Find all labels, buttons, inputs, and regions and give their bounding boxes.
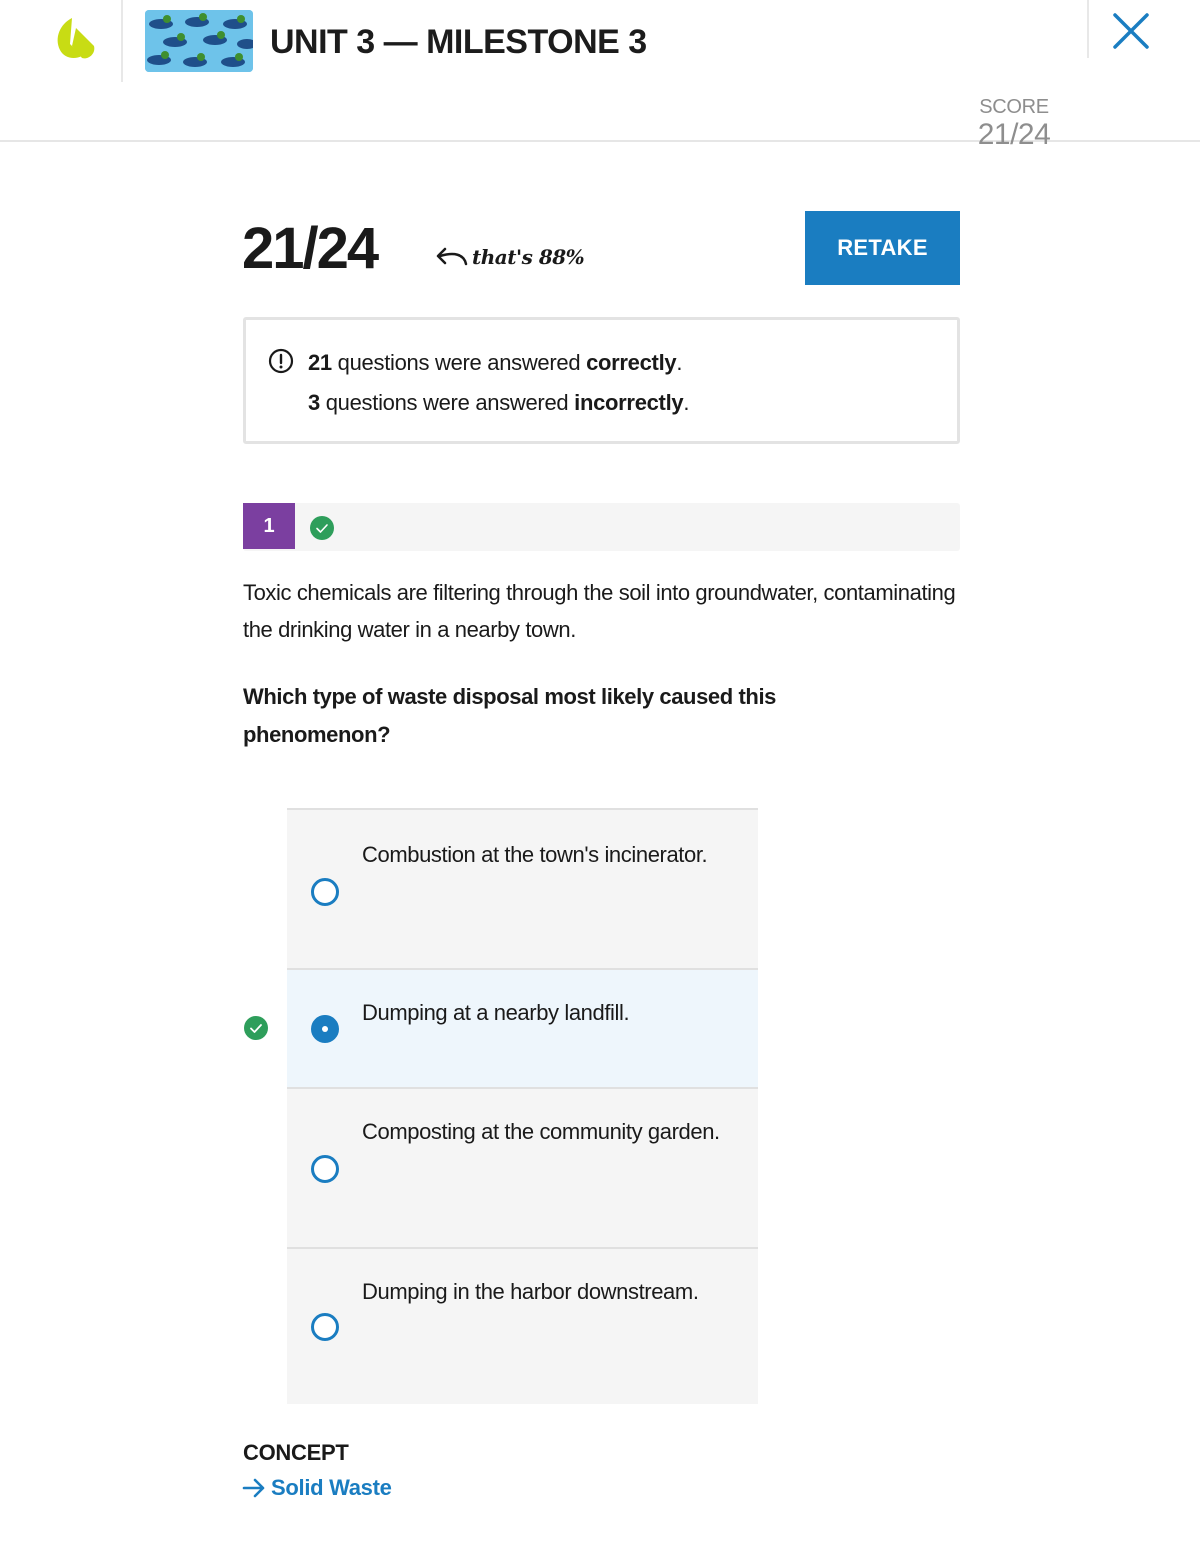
radio-button[interactable] <box>311 1313 339 1341</box>
concept-label: CONCEPT <box>243 1440 349 1465</box>
info-icon <box>268 348 294 374</box>
answer-options <box>287 808 758 1404</box>
header-divider <box>121 0 123 82</box>
correct-answer-check-icon <box>243 1015 269 1041</box>
course-thumbnail <box>145 10 253 72</box>
answer-option[interactable] <box>287 808 758 968</box>
correct-summary: 21 questions were answered correctly. <box>308 350 683 375</box>
score-label: SCORE <box>979 96 1049 118</box>
answer-option-label: Dumping in the harbor downstream. <box>362 1279 699 1304</box>
question-number: 1 <box>243 503 295 549</box>
concept-link[interactable] <box>241 1475 392 1501</box>
answer-option-label: Composting at the community garden. <box>362 1119 720 1144</box>
summary-box <box>243 317 960 444</box>
percent-text: that's 88% <box>472 245 585 269</box>
answer-option-label: Dumping at a nearby landfill. <box>362 1000 630 1025</box>
radio-button-selected[interactable] <box>311 1015 339 1043</box>
concept-link-text: Solid Waste <box>271 1475 392 1500</box>
close-icon[interactable] <box>1108 8 1154 54</box>
retake-button[interactable]: RETAKE <box>805 211 960 285</box>
result-score: 21/24 <box>242 216 378 281</box>
answer-option-label: Combustion at the town's incinerator. <box>362 842 708 867</box>
arrow-right-icon <box>241 1477 267 1499</box>
question-prompt: Which type of waste disposal most likely caused this phenomenon? <box>243 684 777 747</box>
curved-arrow-left-icon <box>434 244 468 270</box>
radio-button[interactable] <box>311 878 339 906</box>
question-header <box>243 503 960 551</box>
check-circle-icon <box>309 515 335 541</box>
incorrect-summary: 3 questions were answered incorrectly. <box>308 390 690 415</box>
top-bar <box>0 0 1200 151</box>
radio-button[interactable] <box>311 1155 339 1183</box>
percent-note <box>434 244 584 270</box>
question-stem: Toxic chemicals are filtering through the soil into groundwater, contaminating the drinking water in a nearby town. <box>243 580 956 642</box>
page-title: UNIT 3 — MILESTONE 3 <box>270 23 647 61</box>
answer-option-selected[interactable] <box>287 968 758 1087</box>
header-divider-right <box>1087 0 1089 58</box>
score-value: 21/24 <box>977 118 1051 151</box>
pattern-image-icon <box>145 10 253 72</box>
sophia-logo-icon[interactable] <box>52 14 100 62</box>
answer-option[interactable] <box>287 1087 758 1247</box>
answer-option[interactable] <box>287 1247 758 1404</box>
